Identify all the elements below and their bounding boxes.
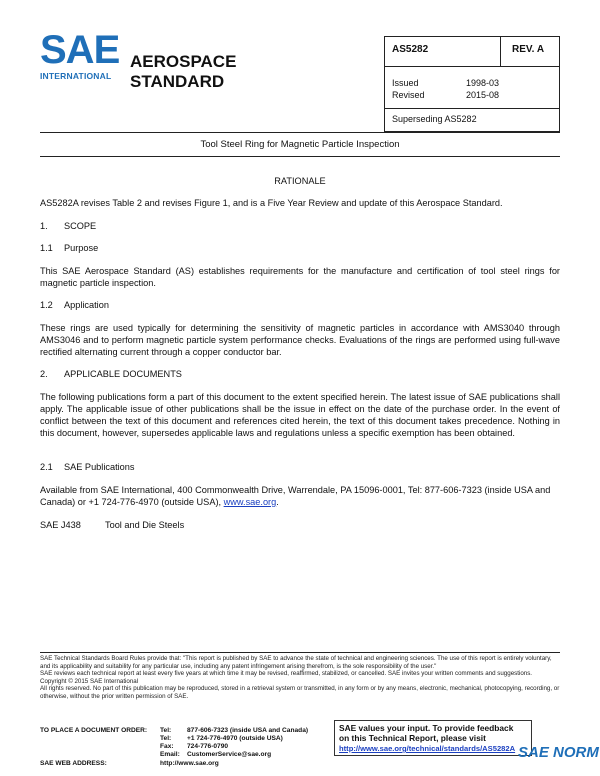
section-2-1-text — [40, 484, 560, 508]
header-divider — [384, 108, 560, 109]
section-1-number: 1. — [40, 221, 48, 231]
title-line-2: STANDARD — [130, 72, 225, 91]
revised-date: 2015-08 — [466, 90, 500, 100]
title-line-1: AEROSPACE — [130, 52, 237, 71]
fax-label: Fax: — [160, 743, 174, 750]
revised-label: Revised — [392, 90, 425, 100]
footer-notice — [40, 655, 560, 701]
footer-para-2: SAE reviews each technical report at least every five years at which time it may be revised, reaffirmed, stabilized, or cancelled. SAE invites your written comments and suggestions. — [40, 670, 533, 678]
rationale-heading: RATIONALE — [274, 176, 326, 186]
footer-para-1: SAE Technical Standards Board Rules provide that: "This report is published by SAE to advance the state of technical and engineering sciences. The use of this report is entirely voluntary, and its applicability and suitability for any particular use, including any patent infringement arising therefrom, is the sole responsibility of the user." — [40, 655, 552, 670]
web-value[interactable]: http://www.sae.org — [160, 760, 219, 767]
superseding: Superseding AS5282 — [392, 114, 477, 124]
fax-value: 724-776-0790 — [187, 743, 229, 750]
web-label: SAE WEB ADDRESS: — [40, 760, 107, 767]
order-label: TO PLACE A DOCUMENT ORDER: — [40, 727, 148, 734]
feedback-line-1: SAE values your input. To provide feedback — [339, 723, 514, 733]
section-1-2-title: Application — [64, 300, 109, 310]
section-1-1-text: This SAE Aerospace Standard (AS) establishes requirements for the manufacture and certification of tool steel rings for magnetic particle inspection. — [40, 266, 560, 288]
period: . — [276, 497, 279, 507]
sae-logo-international: INTERNATIONAL — [40, 71, 112, 81]
section-2-1-number: 2.1 — [40, 462, 53, 472]
section-2-text: The following publications form a part of this document to the extent specified herein. The latest issue of SAE publications shall apply. The applicable issue of other publications shall be the issue in effect on the date of the purchase order. In the event of conflict between the text of this document and references cited herein, the text of this document takes precedence. Nothing in this document, however, supersedes applicable laws and regulations unless a specific exemption has been obtained. — [40, 392, 560, 438]
section-1-title: SCOPE — [64, 221, 97, 231]
doc-number: AS5282 — [392, 44, 429, 55]
header-divider — [500, 36, 501, 66]
document-type-title — [130, 52, 236, 92]
reference-title: Tool and Die Steels — [105, 520, 185, 530]
footer-divider — [40, 652, 560, 653]
tel-value: 877-606-7323 (inside USA and Canada) — [187, 727, 309, 734]
footer-copyright: Copyright © 2015 SAE International — [40, 677, 139, 685]
tel2-label: Tel: — [160, 735, 172, 742]
issued-label: Issued — [392, 78, 419, 88]
section-2-title: APPLICABLE DOCUMENTS — [64, 369, 182, 379]
watermark: SAE NORM — [518, 744, 599, 761]
section-1-1-title: Purpose — [64, 243, 99, 253]
sae-website-link[interactable]: www.sae.org — [223, 497, 277, 507]
email-label: Email: — [160, 751, 180, 758]
section-1-1-number: 1.1 — [40, 243, 53, 253]
feedback-line-2: on this Technical Report, please visit — [339, 733, 486, 743]
sae-logo: SAE — [40, 28, 120, 72]
reference-id: SAE J438 — [40, 520, 81, 530]
document-title: Tool Steel Ring for Magnetic Particle Inspection — [200, 139, 400, 150]
tel2-value: +1 724-776-4970 (outside USA) — [187, 735, 283, 742]
feedback-box — [334, 720, 532, 756]
section-1-2-number: 1.2 — [40, 300, 53, 310]
issued-date: 1998-03 — [466, 78, 500, 88]
header-divider — [384, 66, 560, 67]
header-divider — [40, 132, 560, 133]
feedback-link[interactable]: http://www.sae.org/technical/standards/AS5282A — [339, 744, 516, 753]
section-2-1-body: Available from SAE International, 400 Commonwealth Drive, Warrendale, PA 15096-0001, Tel: 877-606-7323 (inside USA and Canada) or +1 724-776-4970 (outside USA), — [40, 485, 551, 507]
section-2-1-title: SAE Publications — [64, 462, 135, 472]
email-value[interactable]: CustomerService@sae.org — [187, 751, 272, 758]
revision: REV. A — [512, 44, 545, 55]
footer-para-3: All rights reserved. No part of this publication may be reproduced, stored in a retrieval system or transmitted, in any form or by any means, electronic, mechanical, photocopying, recording, or otherwise, without the prior written permission of SAE. — [40, 685, 560, 700]
section-1-2-text: These rings are used typically for determining the sensitivity of magnetic particles in accordance with AMS3040 through AMS3046 and to perform magnetic particle system performance checks. Evaluations of the rings are performed using full-wave rectified alternating current through a copper conductor bar. — [40, 323, 560, 357]
rationale-text: AS5282A revises Table 2 and revises Figure 1, and is a Five Year Review and update of this Aerospace Standard. — [40, 198, 503, 208]
header-divider — [40, 156, 560, 157]
tel-label: Tel: — [160, 727, 172, 734]
section-2-number: 2. — [40, 369, 48, 379]
